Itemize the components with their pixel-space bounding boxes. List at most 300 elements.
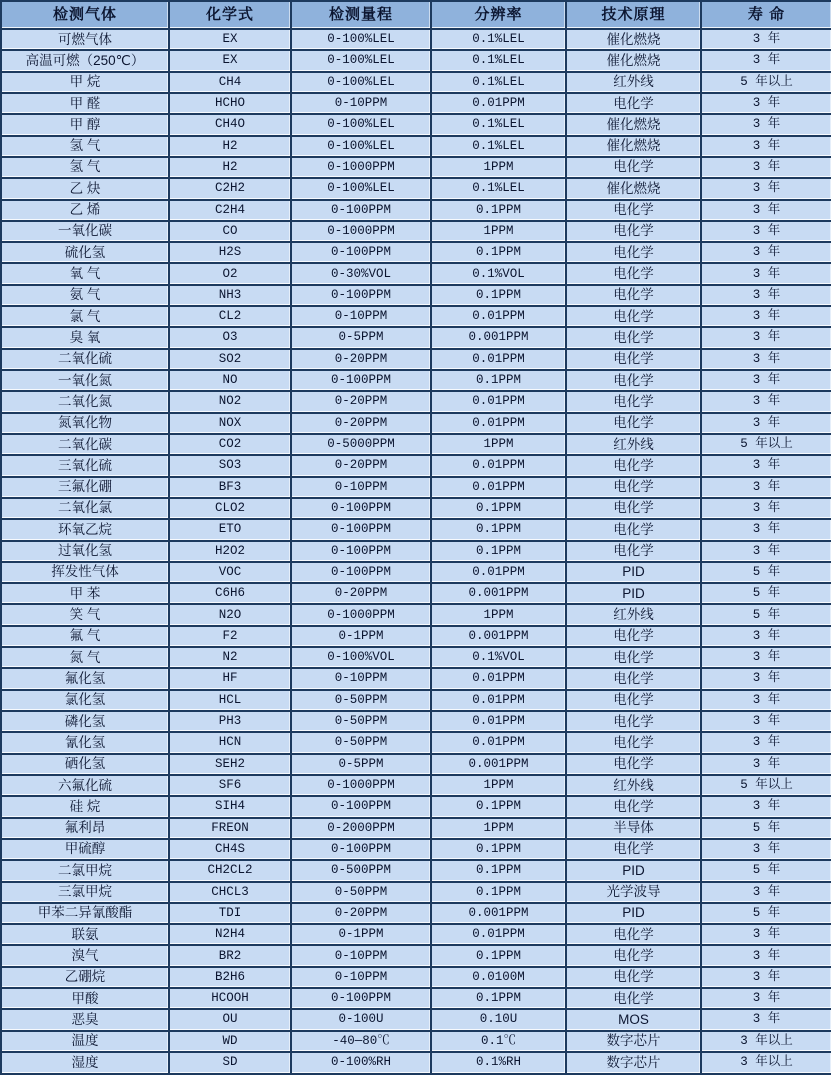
cell-lifespan: 5 年 bbox=[701, 818, 831, 839]
cell-principle: 电化学 bbox=[566, 391, 701, 412]
table-row bbox=[1, 711, 831, 732]
cell-principle: 催化燃烧 bbox=[566, 136, 701, 157]
cell-principle: 电化学 bbox=[566, 945, 701, 966]
cell-range: 0-50PPM bbox=[291, 690, 431, 711]
cell-range: 0-20PPM bbox=[291, 903, 431, 924]
cell-formula: B2H6 bbox=[169, 967, 291, 988]
cell-formula: O2 bbox=[169, 263, 291, 284]
cell-principle: 电化学 bbox=[566, 327, 701, 348]
cell-lifespan: 3 年 bbox=[701, 349, 831, 370]
cell-gas: 恶臭 bbox=[1, 1009, 169, 1030]
cell-gas: 三氯甲烷 bbox=[1, 882, 169, 903]
cell-range: 0-100PPM bbox=[291, 285, 431, 306]
cell-principle: PID bbox=[566, 860, 701, 881]
cell-resolution: 0.1PPM bbox=[431, 988, 566, 1009]
cell-range: 0-100PPM bbox=[291, 988, 431, 1009]
table-row bbox=[1, 988, 831, 1009]
cell-resolution: 0.001PPM bbox=[431, 583, 566, 604]
cell-lifespan: 5 年 bbox=[701, 903, 831, 924]
cell-lifespan: 3 年 bbox=[701, 732, 831, 753]
cell-resolution: 0.001PPM bbox=[431, 327, 566, 348]
cell-gas: 高温可燃（250℃） bbox=[1, 50, 169, 71]
cell-gas: 硒化氢 bbox=[1, 754, 169, 775]
cell-gas: 二氧化硫 bbox=[1, 349, 169, 370]
cell-formula: ETO bbox=[169, 519, 291, 540]
cell-range: 0-1000PPM bbox=[291, 157, 431, 178]
cell-principle: 电化学 bbox=[566, 263, 701, 284]
cell-resolution: 1PPM bbox=[431, 221, 566, 242]
cell-principle: 电化学 bbox=[566, 242, 701, 263]
cell-principle: 电化学 bbox=[566, 626, 701, 647]
cell-lifespan: 5 年以上 bbox=[701, 434, 831, 455]
cell-formula: PH3 bbox=[169, 711, 291, 732]
cell-formula: N2O bbox=[169, 604, 291, 625]
cell-formula: HCOOH bbox=[169, 988, 291, 1009]
column-header-range: 检测量程 bbox=[291, 1, 431, 29]
cell-lifespan: 3 年以上 bbox=[701, 1052, 831, 1074]
cell-range: 0-100PPM bbox=[291, 562, 431, 583]
cell-formula: F2 bbox=[169, 626, 291, 647]
cell-formula: OU bbox=[169, 1009, 291, 1030]
table-row bbox=[1, 1052, 831, 1074]
cell-principle: 电化学 bbox=[566, 157, 701, 178]
table-row bbox=[1, 50, 831, 71]
cell-formula: SO2 bbox=[169, 349, 291, 370]
cell-resolution: 0.1PPM bbox=[431, 200, 566, 221]
cell-resolution: 0.1%RH bbox=[431, 1052, 566, 1074]
cell-range: 0-1PPM bbox=[291, 626, 431, 647]
cell-principle: 催化燃烧 bbox=[566, 50, 701, 71]
table-row bbox=[1, 263, 831, 284]
cell-gas: 三氧化硫 bbox=[1, 455, 169, 476]
table-row bbox=[1, 690, 831, 711]
cell-resolution: 0.1PPM bbox=[431, 839, 566, 860]
cell-lifespan: 3 年 bbox=[701, 50, 831, 71]
table-row bbox=[1, 29, 831, 50]
cell-range: 0-30%VOL bbox=[291, 263, 431, 284]
cell-gas: 甲 烷 bbox=[1, 72, 169, 93]
cell-range: 0-100PPM bbox=[291, 498, 431, 519]
cell-range: -40—80℃ bbox=[291, 1031, 431, 1052]
cell-formula: NOX bbox=[169, 413, 291, 434]
cell-lifespan: 3 年 bbox=[701, 29, 831, 50]
table-row bbox=[1, 967, 831, 988]
cell-resolution: 0.1%LEL bbox=[431, 50, 566, 71]
cell-principle: 催化燃烧 bbox=[566, 178, 701, 199]
cell-gas: 一氧化氮 bbox=[1, 370, 169, 391]
cell-resolution: 0.1%LEL bbox=[431, 178, 566, 199]
cell-principle: 红外线 bbox=[566, 604, 701, 625]
cell-gas: 挥发性气体 bbox=[1, 562, 169, 583]
cell-gas: 甲 苯 bbox=[1, 583, 169, 604]
cell-resolution: 0.1%LEL bbox=[431, 136, 566, 157]
cell-gas: 二氧化氮 bbox=[1, 391, 169, 412]
cell-lifespan: 3 年 bbox=[701, 541, 831, 562]
cell-range: 0-10PPM bbox=[291, 93, 431, 114]
cell-formula: CH4O bbox=[169, 114, 291, 135]
cell-formula: TDI bbox=[169, 903, 291, 924]
cell-principle: 电化学 bbox=[566, 93, 701, 114]
cell-range: 0-100PPM bbox=[291, 541, 431, 562]
cell-principle: 光学波导 bbox=[566, 882, 701, 903]
table-row bbox=[1, 1031, 831, 1052]
cell-formula: SO3 bbox=[169, 455, 291, 476]
cell-principle: 电化学 bbox=[566, 455, 701, 476]
cell-principle: 电化学 bbox=[566, 924, 701, 945]
cell-lifespan: 3 年 bbox=[701, 711, 831, 732]
cell-resolution: 0.1PPM bbox=[431, 882, 566, 903]
cell-formula: SEH2 bbox=[169, 754, 291, 775]
cell-lifespan: 3 年 bbox=[701, 796, 831, 817]
cell-lifespan: 3 年 bbox=[701, 221, 831, 242]
table-row bbox=[1, 562, 831, 583]
cell-range: 0-1000PPM bbox=[291, 604, 431, 625]
table-row bbox=[1, 818, 831, 839]
cell-resolution: 0.1%LEL bbox=[431, 114, 566, 135]
cell-formula: CO2 bbox=[169, 434, 291, 455]
table-row bbox=[1, 945, 831, 966]
cell-lifespan: 3 年 bbox=[701, 668, 831, 689]
cell-formula: NH3 bbox=[169, 285, 291, 306]
table-row bbox=[1, 477, 831, 498]
cell-lifespan: 3 年 bbox=[701, 178, 831, 199]
cell-range: 0-100PPM bbox=[291, 370, 431, 391]
cell-range: 0-2000PPM bbox=[291, 818, 431, 839]
cell-gas: 乙 炔 bbox=[1, 178, 169, 199]
cell-formula: HCN bbox=[169, 732, 291, 753]
table-row bbox=[1, 775, 831, 796]
cell-formula: CHCL3 bbox=[169, 882, 291, 903]
cell-gas: 溴气 bbox=[1, 945, 169, 966]
cell-formula: C2H2 bbox=[169, 178, 291, 199]
cell-range: 0-5PPM bbox=[291, 327, 431, 348]
cell-lifespan: 3 年 bbox=[701, 157, 831, 178]
cell-resolution: 0.1PPM bbox=[431, 541, 566, 562]
cell-range: 0-10PPM bbox=[291, 945, 431, 966]
cell-principle: 电化学 bbox=[566, 839, 701, 860]
cell-range: 0-10PPM bbox=[291, 668, 431, 689]
column-header-principle: 技术原理 bbox=[566, 1, 701, 29]
cell-resolution: 0.01PPM bbox=[431, 455, 566, 476]
table-row bbox=[1, 732, 831, 753]
cell-principle: 电化学 bbox=[566, 370, 701, 391]
table-row bbox=[1, 647, 831, 668]
cell-lifespan: 3 年 bbox=[701, 93, 831, 114]
cell-formula: N2H4 bbox=[169, 924, 291, 945]
table-row bbox=[1, 668, 831, 689]
cell-lifespan: 5 年 bbox=[701, 860, 831, 881]
table-row bbox=[1, 604, 831, 625]
cell-resolution: 1PPM bbox=[431, 818, 566, 839]
cell-lifespan: 3 年 bbox=[701, 455, 831, 476]
cell-principle: PID bbox=[566, 903, 701, 924]
cell-lifespan: 3 年 bbox=[701, 839, 831, 860]
column-header-lifespan: 寿 命 bbox=[701, 1, 831, 29]
table-row bbox=[1, 349, 831, 370]
cell-principle: 电化学 bbox=[566, 967, 701, 988]
cell-formula: SF6 bbox=[169, 775, 291, 796]
cell-resolution: 0.01PPM bbox=[431, 349, 566, 370]
table-body bbox=[1, 29, 831, 1074]
cell-gas: 可燃气体 bbox=[1, 29, 169, 50]
cell-gas: 氟 气 bbox=[1, 626, 169, 647]
cell-range: 0-500PPM bbox=[291, 860, 431, 881]
cell-range: 0-20PPM bbox=[291, 349, 431, 370]
table-row bbox=[1, 903, 831, 924]
cell-range: 0-100PPM bbox=[291, 242, 431, 263]
table-row bbox=[1, 626, 831, 647]
cell-resolution: 0.0100M bbox=[431, 967, 566, 988]
cell-range: 0-100PPM bbox=[291, 519, 431, 540]
cell-resolution: 0.1PPM bbox=[431, 945, 566, 966]
cell-formula: H2 bbox=[169, 136, 291, 157]
cell-formula: SD bbox=[169, 1052, 291, 1074]
cell-range: 0-100%LEL bbox=[291, 72, 431, 93]
table-row bbox=[1, 221, 831, 242]
cell-gas: 甲硫醇 bbox=[1, 839, 169, 860]
cell-gas: 臭 氧 bbox=[1, 327, 169, 348]
cell-gas: 湿度 bbox=[1, 1052, 169, 1074]
cell-principle: 电化学 bbox=[566, 498, 701, 519]
table-row bbox=[1, 434, 831, 455]
cell-lifespan: 3 年 bbox=[701, 370, 831, 391]
cell-lifespan: 3 年 bbox=[701, 945, 831, 966]
cell-formula: O3 bbox=[169, 327, 291, 348]
cell-principle: 电化学 bbox=[566, 754, 701, 775]
cell-range: 0-100%LEL bbox=[291, 136, 431, 157]
cell-gas: 氢 气 bbox=[1, 136, 169, 157]
cell-principle: 电化学 bbox=[566, 988, 701, 1009]
cell-gas: 氨 气 bbox=[1, 285, 169, 306]
cell-resolution: 0.01PPM bbox=[431, 413, 566, 434]
cell-principle: MOS bbox=[566, 1009, 701, 1030]
cell-principle: PID bbox=[566, 583, 701, 604]
cell-principle: 红外线 bbox=[566, 775, 701, 796]
table-row bbox=[1, 242, 831, 263]
cell-gas: 硅 烷 bbox=[1, 796, 169, 817]
table-row bbox=[1, 327, 831, 348]
cell-gas: 三氟化硼 bbox=[1, 477, 169, 498]
table-row bbox=[1, 1009, 831, 1030]
table-row bbox=[1, 136, 831, 157]
header-row bbox=[1, 1, 831, 29]
cell-lifespan: 3 年 bbox=[701, 690, 831, 711]
table-row bbox=[1, 455, 831, 476]
cell-formula: WD bbox=[169, 1031, 291, 1052]
table-row bbox=[1, 754, 831, 775]
cell-principle: 电化学 bbox=[566, 349, 701, 370]
cell-lifespan: 3 年 bbox=[701, 285, 831, 306]
cell-principle: 电化学 bbox=[566, 668, 701, 689]
table-row bbox=[1, 541, 831, 562]
table-row bbox=[1, 519, 831, 540]
cell-gas: 过氧化氢 bbox=[1, 541, 169, 562]
table-row bbox=[1, 860, 831, 881]
cell-gas: 氮氧化物 bbox=[1, 413, 169, 434]
cell-gas: 二氯甲烷 bbox=[1, 860, 169, 881]
cell-resolution: 0.1%VOL bbox=[431, 647, 566, 668]
cell-principle: 电化学 bbox=[566, 647, 701, 668]
cell-range: 0-1000PPM bbox=[291, 221, 431, 242]
cell-principle: 电化学 bbox=[566, 200, 701, 221]
cell-resolution: 0.01PPM bbox=[431, 306, 566, 327]
cell-formula: CH4S bbox=[169, 839, 291, 860]
cell-range: 0-1000PPM bbox=[291, 775, 431, 796]
cell-lifespan: 3 年 bbox=[701, 114, 831, 135]
cell-resolution: 0.01PPM bbox=[431, 732, 566, 753]
cell-resolution: 0.1%LEL bbox=[431, 29, 566, 50]
cell-lifespan: 3 年 bbox=[701, 498, 831, 519]
cell-gas: 氧 气 bbox=[1, 263, 169, 284]
cell-gas: 二氧化碳 bbox=[1, 434, 169, 455]
column-header-resolution: 分辨率 bbox=[431, 1, 566, 29]
cell-gas: 二氧化氯 bbox=[1, 498, 169, 519]
cell-formula: SIH4 bbox=[169, 796, 291, 817]
cell-principle: 催化燃烧 bbox=[566, 29, 701, 50]
cell-principle: 电化学 bbox=[566, 306, 701, 327]
cell-range: 0-20PPM bbox=[291, 413, 431, 434]
cell-formula: FREON bbox=[169, 818, 291, 839]
table-row bbox=[1, 796, 831, 817]
cell-resolution: 0.001PPM bbox=[431, 903, 566, 924]
cell-range: 0-100PPM bbox=[291, 839, 431, 860]
cell-formula: HCL bbox=[169, 690, 291, 711]
cell-resolution: 0.01PPM bbox=[431, 668, 566, 689]
table-row bbox=[1, 583, 831, 604]
cell-resolution: 0.1PPM bbox=[431, 519, 566, 540]
table-row bbox=[1, 200, 831, 221]
cell-principle: 电化学 bbox=[566, 690, 701, 711]
cell-gas: 氟化氢 bbox=[1, 668, 169, 689]
cell-range: 0-100%LEL bbox=[291, 114, 431, 135]
cell-principle: 电化学 bbox=[566, 711, 701, 732]
cell-formula: BR2 bbox=[169, 945, 291, 966]
cell-range: 0-100%VOL bbox=[291, 647, 431, 668]
table-row bbox=[1, 498, 831, 519]
cell-range: 0-10PPM bbox=[291, 967, 431, 988]
cell-gas: 六氟化硫 bbox=[1, 775, 169, 796]
cell-resolution: 0.01PPM bbox=[431, 93, 566, 114]
cell-gas: 乙 烯 bbox=[1, 200, 169, 221]
cell-range: 0-1PPM bbox=[291, 924, 431, 945]
cell-resolution: 1PPM bbox=[431, 157, 566, 178]
cell-lifespan: 3 年 bbox=[701, 626, 831, 647]
cell-principle: 电化学 bbox=[566, 732, 701, 753]
cell-principle: 红外线 bbox=[566, 72, 701, 93]
cell-principle: 半导体 bbox=[566, 818, 701, 839]
cell-formula: CO bbox=[169, 221, 291, 242]
cell-gas: 乙硼烷 bbox=[1, 967, 169, 988]
cell-formula: HF bbox=[169, 668, 291, 689]
cell-formula: NO bbox=[169, 370, 291, 391]
column-header-gas: 检测气体 bbox=[1, 1, 169, 29]
cell-formula: H2O2 bbox=[169, 541, 291, 562]
cell-gas: 联氨 bbox=[1, 924, 169, 945]
cell-gas: 温度 bbox=[1, 1031, 169, 1052]
cell-formula: C2H4 bbox=[169, 200, 291, 221]
cell-formula: BF3 bbox=[169, 477, 291, 498]
cell-lifespan: 3 年 bbox=[701, 136, 831, 157]
cell-formula: CH4 bbox=[169, 72, 291, 93]
table-row bbox=[1, 391, 831, 412]
cell-principle: 电化学 bbox=[566, 477, 701, 498]
cell-range: 0-20PPM bbox=[291, 583, 431, 604]
cell-range: 0-100PPM bbox=[291, 796, 431, 817]
table-row bbox=[1, 924, 831, 945]
cell-resolution: 0.01PPM bbox=[431, 711, 566, 732]
cell-gas: 硫化氢 bbox=[1, 242, 169, 263]
cell-lifespan: 3 年 bbox=[701, 391, 831, 412]
cell-range: 0-20PPM bbox=[291, 455, 431, 476]
cell-resolution: 0.10U bbox=[431, 1009, 566, 1030]
cell-resolution: 0.1PPM bbox=[431, 860, 566, 881]
cell-gas: 氢 气 bbox=[1, 157, 169, 178]
cell-gas: 氟利昂 bbox=[1, 818, 169, 839]
cell-gas: 氯化氢 bbox=[1, 690, 169, 711]
cell-lifespan: 3 年 bbox=[701, 263, 831, 284]
cell-resolution: 0.1%VOL bbox=[431, 263, 566, 284]
cell-principle: 电化学 bbox=[566, 221, 701, 242]
cell-lifespan: 3 年 bbox=[701, 924, 831, 945]
cell-lifespan: 3 年 bbox=[701, 967, 831, 988]
table-row bbox=[1, 839, 831, 860]
cell-range: 0-20PPM bbox=[291, 391, 431, 412]
cell-gas: 一氧化碳 bbox=[1, 221, 169, 242]
table-row bbox=[1, 882, 831, 903]
cell-lifespan: 5 年以上 bbox=[701, 775, 831, 796]
cell-range: 0-100U bbox=[291, 1009, 431, 1030]
cell-lifespan: 3 年 bbox=[701, 1009, 831, 1030]
cell-range: 0-100%LEL bbox=[291, 178, 431, 199]
cell-gas: 甲苯二异氰酸酯 bbox=[1, 903, 169, 924]
cell-lifespan: 3 年 bbox=[701, 413, 831, 434]
cell-resolution: 0.01PPM bbox=[431, 391, 566, 412]
cell-formula: C6H6 bbox=[169, 583, 291, 604]
cell-principle: 数字芯片 bbox=[566, 1052, 701, 1074]
cell-lifespan: 5 年 bbox=[701, 583, 831, 604]
cell-resolution: 0.01PPM bbox=[431, 924, 566, 945]
cell-range: 0-100PPM bbox=[291, 200, 431, 221]
cell-lifespan: 3 年 bbox=[701, 327, 831, 348]
cell-formula: H2S bbox=[169, 242, 291, 263]
cell-gas: 甲 醇 bbox=[1, 114, 169, 135]
table-row bbox=[1, 157, 831, 178]
cell-formula: CL2 bbox=[169, 306, 291, 327]
cell-formula: H2 bbox=[169, 157, 291, 178]
cell-formula: CLO2 bbox=[169, 498, 291, 519]
cell-lifespan: 3 年 bbox=[701, 882, 831, 903]
cell-gas: 氰化氢 bbox=[1, 732, 169, 753]
cell-resolution: 0.1PPM bbox=[431, 285, 566, 306]
cell-gas: 甲酸 bbox=[1, 988, 169, 1009]
cell-principle: 电化学 bbox=[566, 413, 701, 434]
table-row bbox=[1, 370, 831, 391]
cell-resolution: 0.1PPM bbox=[431, 796, 566, 817]
cell-formula: EX bbox=[169, 50, 291, 71]
cell-range: 0-100%LEL bbox=[291, 50, 431, 71]
cell-range: 0-50PPM bbox=[291, 711, 431, 732]
cell-principle: 数字芯片 bbox=[566, 1031, 701, 1052]
cell-lifespan: 3 年 bbox=[701, 754, 831, 775]
cell-lifespan: 3 年 bbox=[701, 519, 831, 540]
cell-principle: PID bbox=[566, 562, 701, 583]
cell-range: 0-5000PPM bbox=[291, 434, 431, 455]
cell-gas: 环氧乙烷 bbox=[1, 519, 169, 540]
cell-lifespan: 3 年 bbox=[701, 988, 831, 1009]
cell-resolution: 1PPM bbox=[431, 775, 566, 796]
cell-formula: NO2 bbox=[169, 391, 291, 412]
cell-range: 0-50PPM bbox=[291, 882, 431, 903]
